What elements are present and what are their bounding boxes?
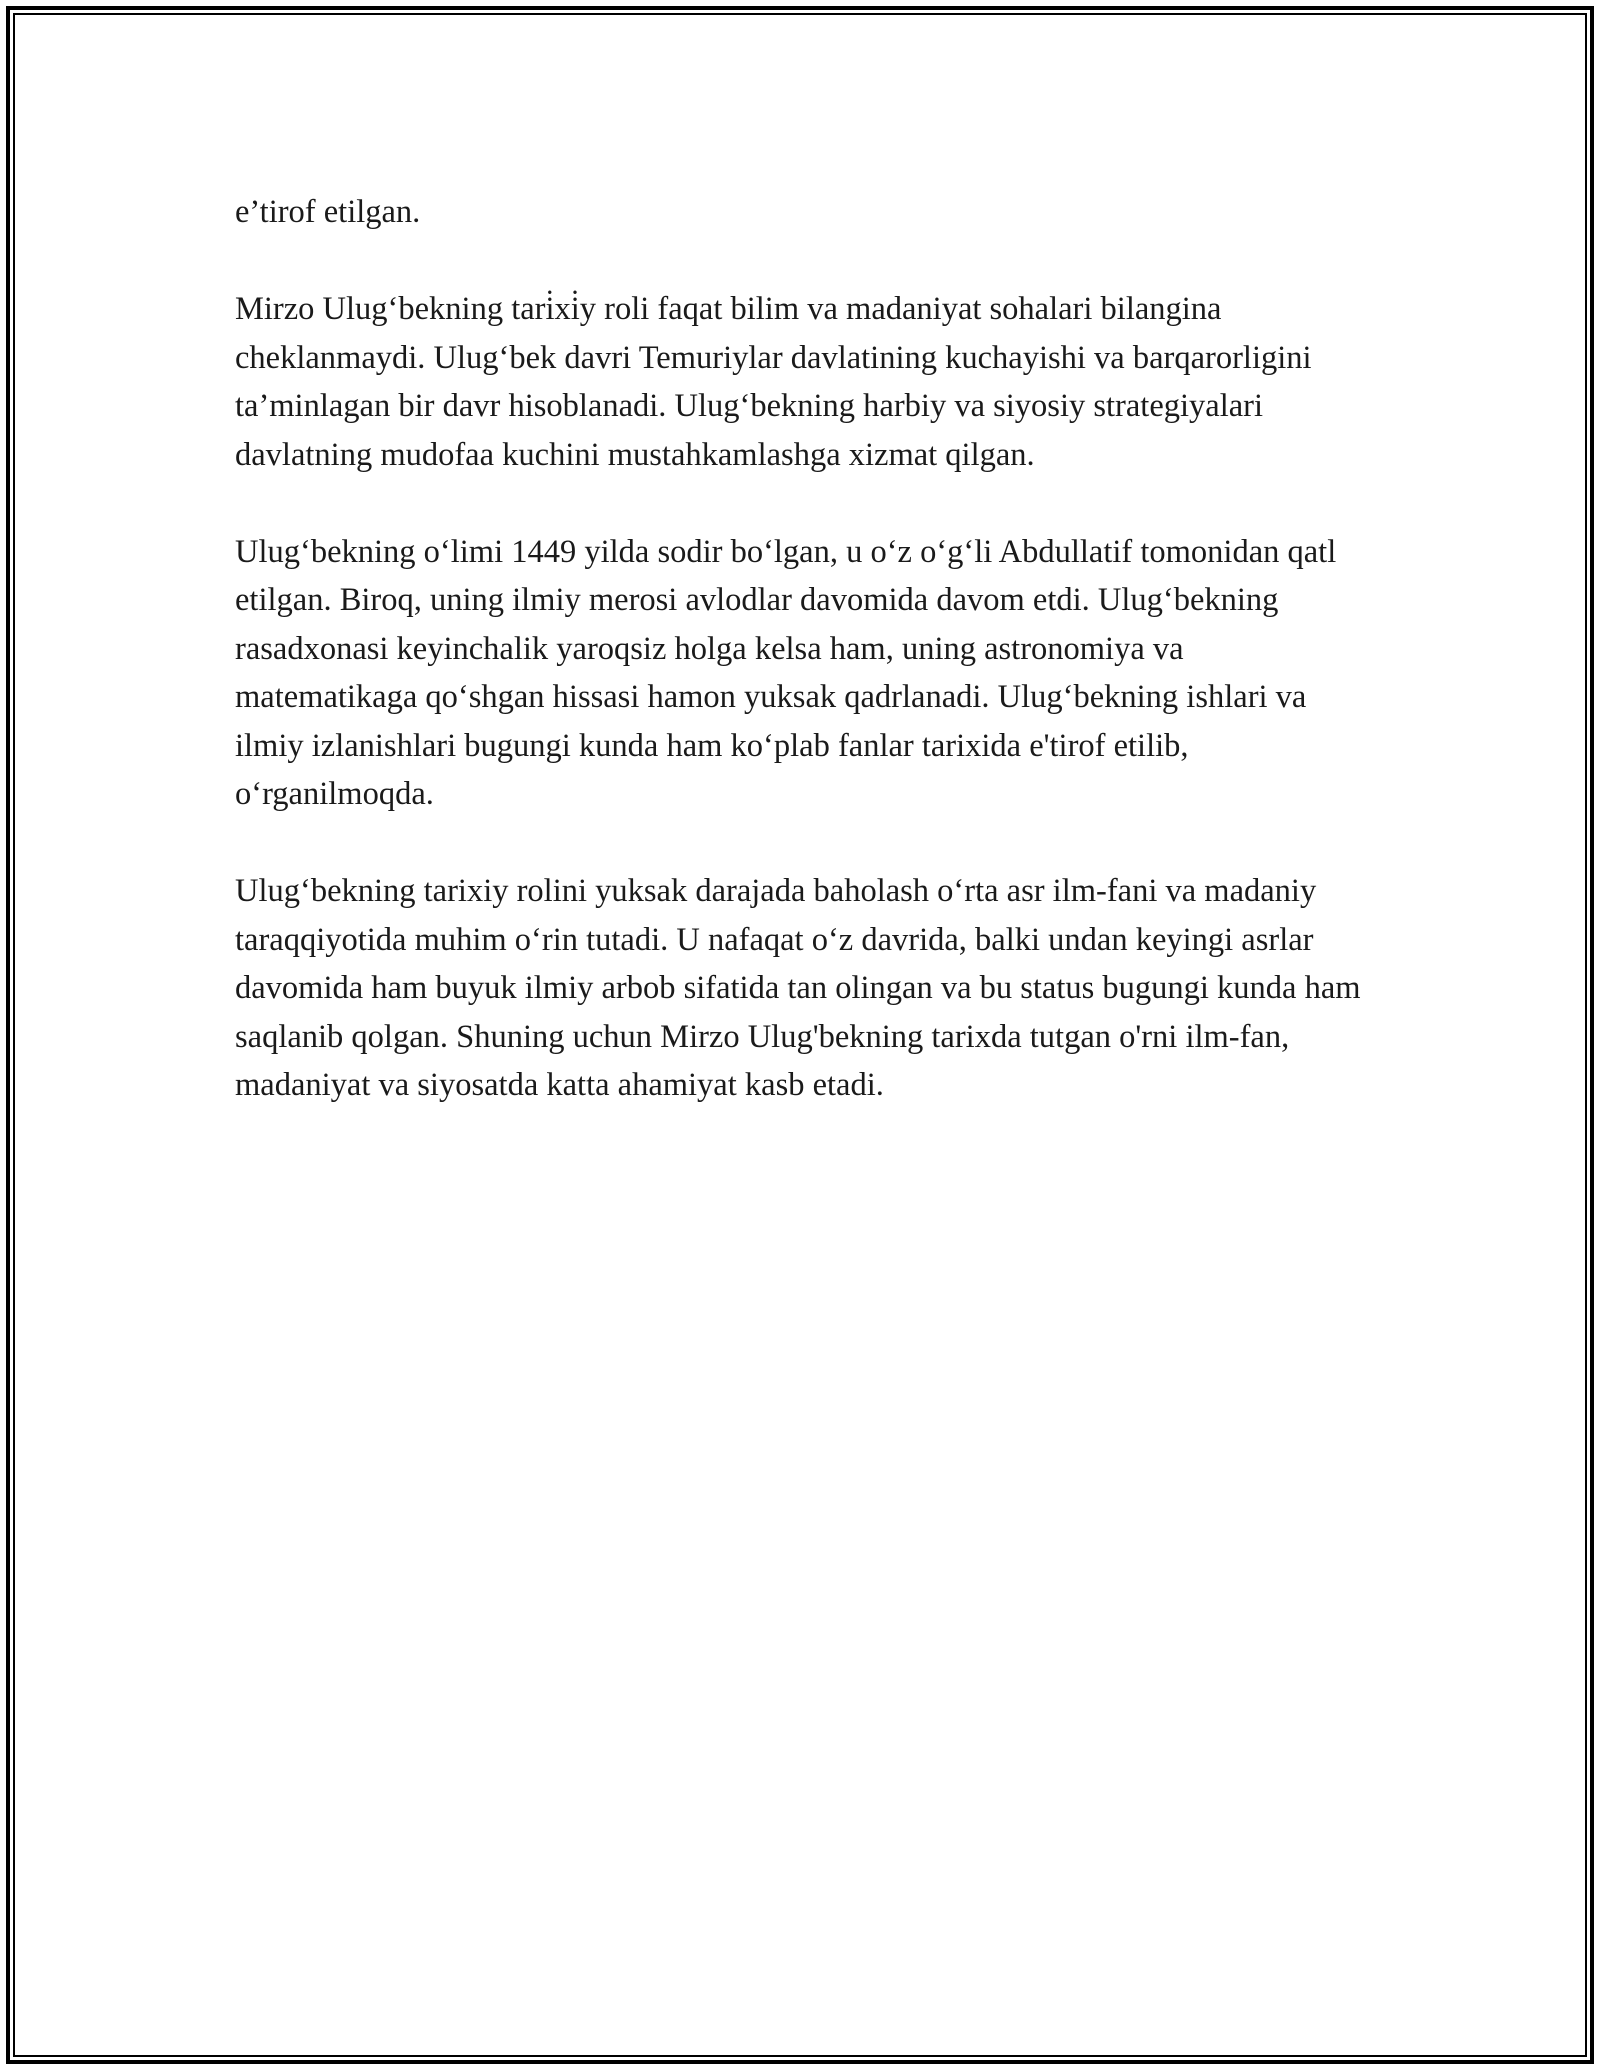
paragraph-historical-role: Mirzo Ulug‘bekning tari̇xi̇y roli faqat bilim va madaniyat sohalari bilangina cheklanmaydi. Ulug‘bek davri Temuriylar davlatining kuchayishi va barqarorligini ta’minlagan bir davr hisoblanadi. Ulug‘bekning harbiy va siyosiy strategiyalari davlatning mudofaa kuchini mustahkamlashga xizmat qilgan. <box>235 291 1312 473</box>
document-body <box>235 188 1365 1158</box>
paragraph-death-and-legacy: Ulug‘bekning o‘limi 1449 yilda sodir bo‘lgan, u o‘z o‘g‘li Abdullatif tomonidan qatl etilgan. Biroq, uning ilmiy merosi avlodlar davomida davom etdi. Ulug‘bekning rasadxonasi keyinchalik yaroqsiz holga kelsa ham, uning astronomiya va matematikaga qo‘shgan hissasi hamon yuksak qadrlanadi. Ulug‘bekning ishlari va ilmiy izlanishlari bugungi kunda ham ko‘plab fanlar tarixida e'tirof etilib, o‘rganilmoqda. <box>235 533 1337 812</box>
paragraph-continuation: e’tirof etilgan. <box>235 194 421 230</box>
paragraph-assessment: Ulug‘bekning tarixiy rolini yuksak darajada baholash o‘rta asr ilm-fani va madaniy taraqqiyotida muhim o‘rin tutadi. U nafaqat o‘z davrida, balki undan keyingi asrlar davomida ham buyuk ilmiy arbob sifatida tan olingan va bu status bugungi kunda ham saqlanib qolgan. Shuning uchun Mirzo Ulug'bekning tarixda tutgan o'rni ilm-fan, madaniyat va siyosatda katta ahamiyat kasb etadi. <box>235 873 1361 1103</box>
